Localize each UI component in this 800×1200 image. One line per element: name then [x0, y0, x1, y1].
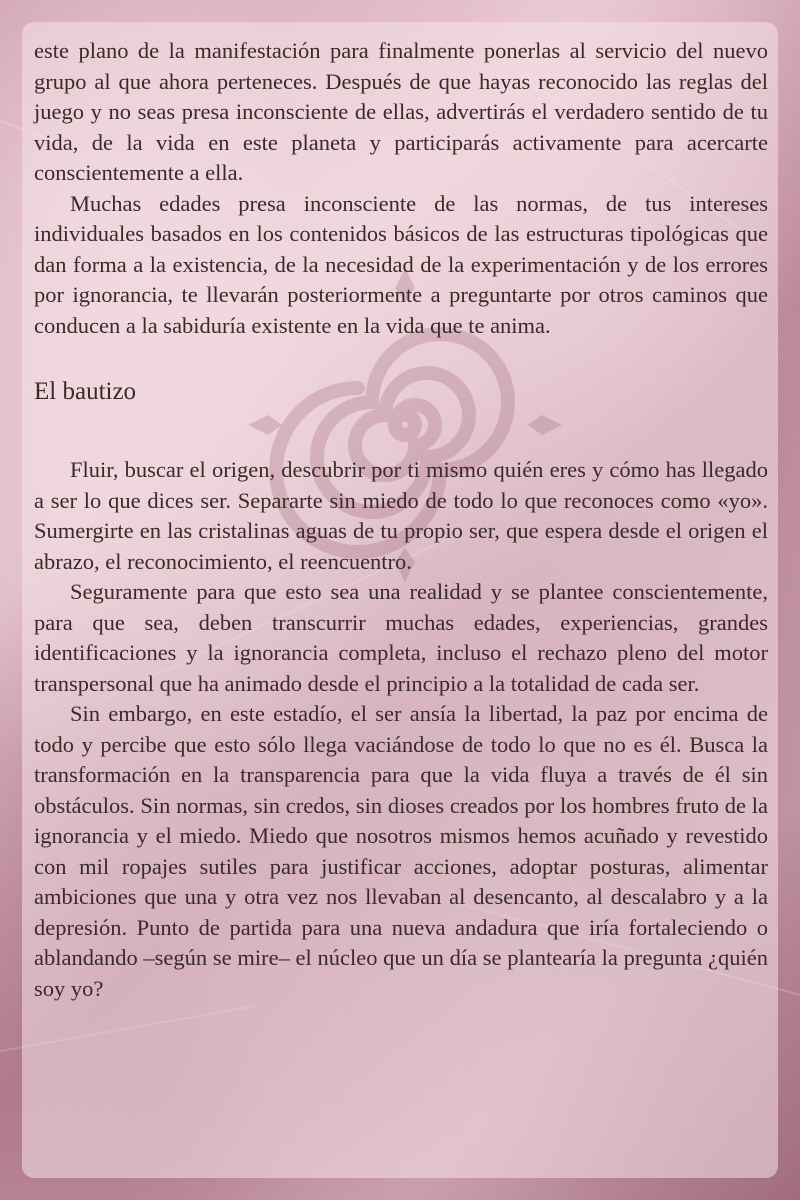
paragraph: Muchas edades presa inconsciente de las normas, de tus intereses individuales basados en los contenidos básicos de las estructuras tipológicas que dan forma a la existencia, de la necesidad de la experimentación y de los errores por ignorancia, te llevarán posteriormente a preguntarte por otros caminos que conducen a la sabiduría existente en la vida que te anima. — [34, 190, 768, 338]
paragraph: Seguramente para que esto sea una realidad y se plantee conscientemente, para que sea, deben transcurrir muchas edades, experiencias, grandes identificaciones y la ignorancia completa, incluso el rechazo pleno del motor transpersonal que ha animado desde el principio a la totalidad de cada ser. — [34, 579, 768, 696]
paragraph: Sin embargo, en este estadío, el ser ansía la libertad, la paz por encima de todo y percibe que esto sólo llega vaciándose de todo lo que no es él. Busca la transformación en la transparencia para que la vida fluya a través de él sin obstáculos. Sin normas, sin credos, sin dioses creados por los hombres fruto de la ignorancia y el miedo. Miedo que nosotros mismos hemos acuñado y revestido con mil ropajes sutiles para justificar acciones, adoptar posturas, alimentar ambiciones que una y otra vez nos llevaban al desencanto, al descalabro y a la depresión. Punto de partida para una nueva andadura que iría fortaleciendo o ablandando –según se mire– el núcleo que un día se plantearía la pregunta ¿quién soy yo? — [34, 701, 768, 1001]
document-body — [34, 36, 768, 1004]
paragraph: Fluir, buscar el origen, descubrir por ti mismo quién eres y cómo has llegado a ser lo que dices ser. Separarte sin miedo de todo lo que reconoces como «yo». Sumergirte en las cristalinas aguas de tu propio ser, que espera desde el origen el abrazo, el reconocimiento, el reencuentro. — [34, 457, 768, 574]
paragraph: este plano de la manifestación para finalmente ponerlas al servicio del nuevo grupo al que ahora perteneces. Después de que hayas reconocido las reglas del juego y no seas presa inconsciente de ellas, advertirás el verdadero sentido de tu vida, de la vida en este planeta y participarás activamente para acercarte conscientemente a ella. — [34, 38, 768, 185]
section-title: El bautizo — [34, 378, 137, 405]
